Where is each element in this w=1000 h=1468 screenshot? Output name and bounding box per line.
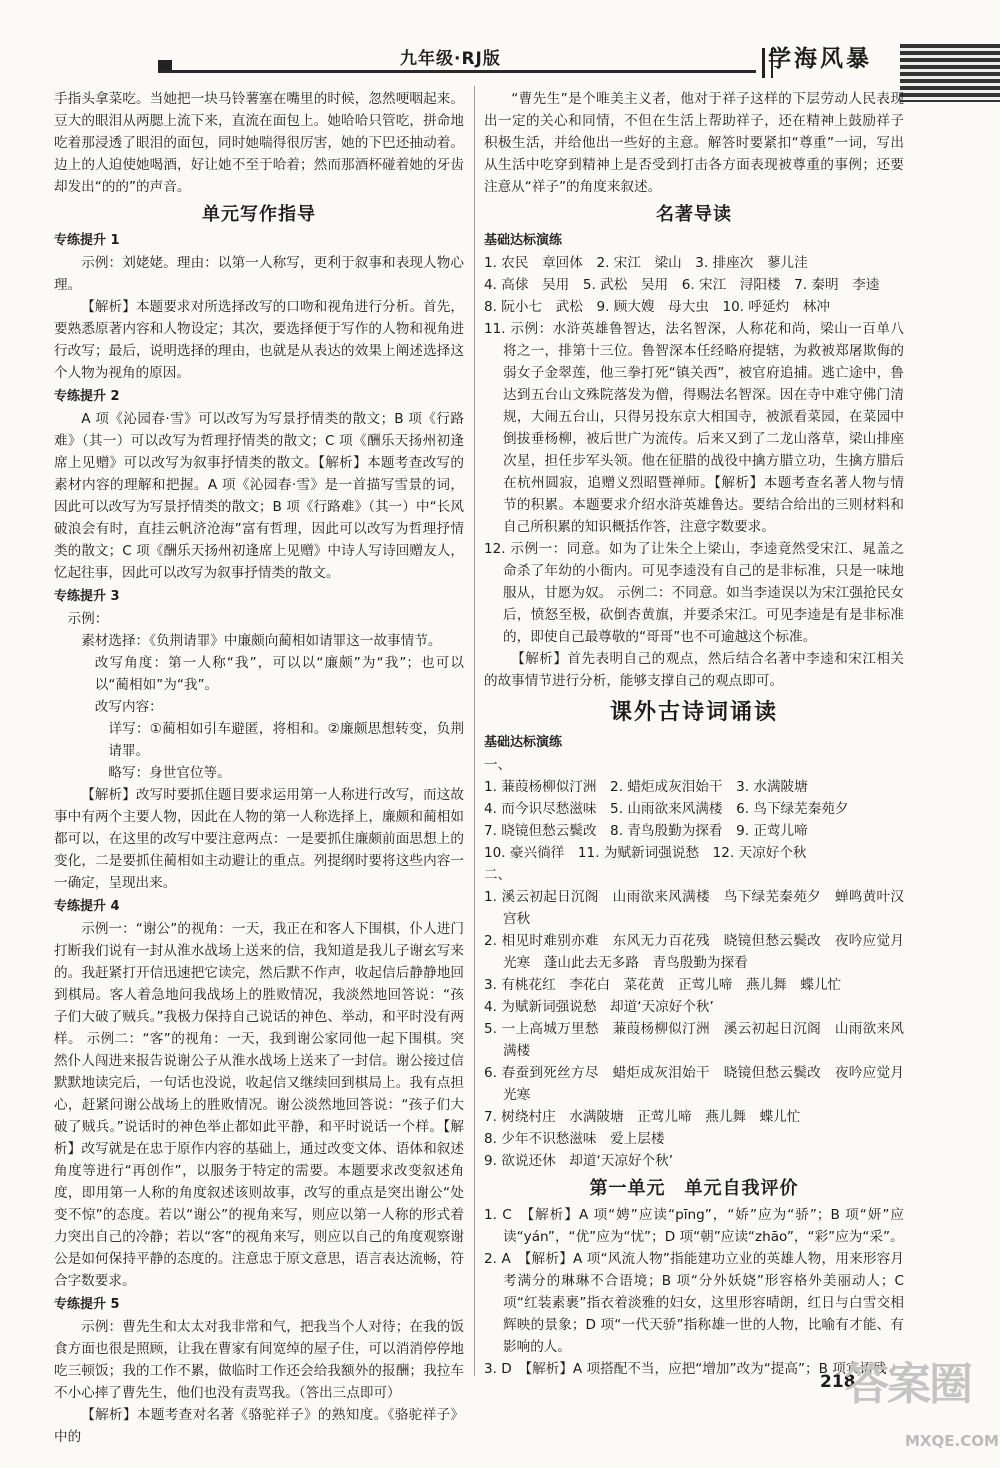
intro-paragraph: 手指头拿菜吃。当她把一块马铃薯塞在嘴里的时候，忽然哽咽起来。豆大的眼泪从两腮上流下来，直流在面包上。她哈哈只管吃，拼命地吃着那浸透了眼泪的面包，同时她喘得很厉害，她的下巴还抽动着。边上的人迫使她喝酒，好让她不至于哈着；然而那酒杯碰着她的牙齿却发出“的的”的声音。 bbox=[54, 91, 464, 195]
poetry-part-2-answer-4: 4. 为赋新词强说愁 却道‘天凉好个秋’ bbox=[484, 999, 714, 1015]
poetry-part-2-answer-6: 6. 春蚕到死丝方尽 蜡炬成灰泪始干 晓镜但愁云鬓改 夜吟应觉月光寒 bbox=[484, 1065, 904, 1103]
section-title-classics: 名著导读 bbox=[656, 204, 732, 225]
exercise-5-example: 示例：曹先生和太太对我非常和气，把我当个人对待；在我的饭食方面也很是照顾，让我在曹家有间宽绰的屋子住，可以消消停停地吃三顿饭；我的工作不累，做临时工作还会给我额外的报酬；我拉车不小心摔了曹先生，他们也没有责骂我。（答出三点即可） bbox=[54, 1319, 464, 1401]
evaluation-answer-3: 3. D 【解析】A 项搭配不当，应把“增加”改为“提高”；B 项宾语残 bbox=[484, 1361, 887, 1377]
exercise-3-angle: 改写角度：第一人称“我”，可以以“廉颇”为“我”；也可以以“蔺相如”为“我”。 bbox=[94, 655, 464, 693]
exercise-4-title: 专练提升 4 bbox=[54, 899, 120, 914]
poetry-part-2-answer-5: 5. 一上高城万里愁 蒹葭杨柳似汀洲 溪云初起日沉阁 山雨欲来风满楼 bbox=[484, 1021, 904, 1059]
poetry-part-2-answer-3: 3. 有桃花红 李花白 菜花黄 正莺儿啼 燕儿舞 蝶儿忙 bbox=[484, 977, 842, 993]
left-column bbox=[54, 88, 464, 1448]
poetry-part-2-answer-8: 8. 少年不识愁滋味 爱上层楼 bbox=[484, 1131, 665, 1147]
answer-circle-logo: 答案圈 bbox=[845, 1359, 971, 1410]
classics-answers-8-10: 8. 阮小七 武松 9. 顾大嫂 母大虫 10. 呼延灼 林冲 bbox=[484, 299, 830, 315]
poetry-part-2-answer-2: 2. 相见时难别亦难 东风无力百花残 晓镜但愁云鬓改 夜吟应觉月光寒 蓬山此去无多路 青鸟殷勤为探看 bbox=[484, 933, 904, 971]
column-divider bbox=[474, 86, 475, 1376]
exercise-1-analysis: 【解析】本题要求对所选择改写的口吻和视角进行分析。首先，要熟悉原著内容和人物设定；其次，要选择便于写作的人物和视角进行改写；最后，说明选择的理由，也就是从表达的效果上阐述选择这个人物为视角的原因。 bbox=[54, 299, 464, 381]
poetry-answers-10-12: 10. 豪兴徜徉 11. 为赋新词强说愁 12. 天凉好个秋 bbox=[484, 845, 807, 861]
exercise-2-title: 专练提升 2 bbox=[54, 389, 120, 404]
exercise-1-example: 示例：刘姥姥。理由：以第一人称写，更利于叙事和表现人物心理。 bbox=[54, 255, 464, 293]
brand-logo: 学海风暴 bbox=[768, 45, 872, 72]
exercise-3-material: 素材选择：《负荆请罪》中廉颇向蔺相如请罪这一故事情节。 bbox=[81, 633, 442, 649]
poetry-part-2-answer-1: 1. 溪云初起日沉阁 山雨欲来风满楼 鸟下绿芜秦苑夕 蝉鸣黄叶汉宫秋 bbox=[484, 889, 904, 927]
classics-answers-1-3: 1. 农民 章回体 2. 宋江 梁山 3. 排座次 蓼儿洼 bbox=[484, 255, 808, 271]
poetry-part-2-answer-7: 7. 树绕村庄 水满陂塘 正莺儿啼 燕儿舞 蝶儿忙 bbox=[484, 1109, 801, 1125]
classics-answer-12-analysis: 【解析】首先表明自己的观点，然后结合名著中李逵和宋江相关的故事情节进行分析，能够支撑自己的观点即可。 bbox=[484, 651, 904, 689]
exercise-3-brief: 略写：身世官位等。 bbox=[108, 765, 231, 781]
poetry-part-2-label: 二、 bbox=[484, 867, 512, 883]
exercise-3-title: 专练提升 3 bbox=[54, 589, 120, 604]
poetry-answers-1-3: 1. 蒹葭杨柳似汀洲 2. 蜡炬成灰泪始干 3. 水满陂塘 bbox=[484, 779, 808, 795]
exercise-3-example-label: 示例： bbox=[67, 611, 109, 627]
right-column bbox=[484, 88, 904, 1380]
exercise-3-analysis: 【解析】改写时要抓住题目要求运用第一人称进行改写，而这故事中有两个主要人物，因此在人物的第一人称选择上，廉颇和蔺相如都可以，在这里的改写中要注意两点：一是要抓住廉颇前面思想上的变化，二是要抓住蔺相如主动避让的重点。列提纲时要将这些内容一一确定，呈现出来。 bbox=[54, 787, 464, 891]
page-header bbox=[0, 0, 1000, 90]
header-stripes bbox=[900, 44, 1000, 102]
poetry-subtitle: 基础达标演练 bbox=[484, 735, 563, 750]
evaluation-answer-1: 1. C 【解析】A 项“娉”应读“pīng”，“娇”应为“骄”；B 项“妍”应读“yán”，“优”应为“忧”；D 项“朝”应读“zhāo”，“彩”应为“采”。 bbox=[484, 1207, 904, 1245]
classics-subtitle: 基础达标演练 bbox=[484, 233, 563, 248]
header-rule bbox=[158, 70, 756, 73]
poetry-answers-4-6: 4. 而今识尽愁滋味 5. 山雨欲来风满楼 6. 鸟下绿芜秦苑夕 bbox=[484, 801, 849, 817]
section-title-self-evaluation: 第一单元 单元自我评价 bbox=[589, 1178, 799, 1199]
section-title-poetry: 课外古诗词诵读 bbox=[609, 700, 778, 725]
exercise-4-answer: 示例一：“谢公”的视角：一天，我正在和客人下围棋，仆人进门打断我们说有一封从淮水战场上送来的信，我知道是我儿子谢玄写来的。我赶紧打开信迅速把它读完，然后默不作声，收起信后静静地回到棋局。客人着急地问我战场上的胜败情况，我淡然地回答说：“孩子们大破了贼兵。”我极力保持自己说话的神色、举动，和平时没有两样。 示例二：“客”的视角：一天，我到谢公家同他一起下围棋。突然仆人闯进来报告说谢公子从淮水战场上送来了一封信。谢公接过信默默地读完后，一句话也没说，收起信又继续回到棋局上。我有点担心，赶紧问谢公战场上的胜败情况。谢公淡然地回答说：“孩子们大破了贼兵。”说话时的神色举止都如此平静，和平时说话一个样。【解析】改写就是在忠于原作内容的基础上，通过改变文体、语体和叙述角度等进行“再创作”，以服务于特定的需要。本题要求改变叙述角度，即用第一人称的角度叙述该则故事，改写的重点是突出谢公“处变不惊”的态度。若以“谢公”的视角来写，则应以第一人称的形式着力突出自己的冷静；若以“客”的视角来写，则应以自己的角度观察谢公是如何保持平静的态度的。注意忠于原文意思，语言表达流畅，符合字数要求。 bbox=[54, 921, 464, 1289]
poetry-answers-7-9: 7. 晓镜但愁云鬓改 8. 青鸟殷勤为探看 9. 正莺儿啼 bbox=[484, 823, 808, 839]
page-number: 218 bbox=[820, 1372, 856, 1392]
watermark: MXQE.COM bbox=[905, 1432, 999, 1450]
exercise-1-title: 专练提升 1 bbox=[54, 233, 120, 248]
classics-answer-12: 12. 示例一：同意。如为了让朱仝上梁山，李逵竟然受宋江、晁盖之命杀了年幼的小衙内。可见李逵没有自己的是非标准，只是一味地服从，甘愿为奴。 示例二：不同意。如当李逵误以为宋江强抢民女后，愤怒至极，砍倒杏黄旗，并要杀宋江。可见李逵是有是非标准的，即使自己最尊敬的“哥哥”也不可逾越这个标准。 bbox=[484, 541, 904, 645]
exercise-3-detail: 详写：①蔺相如引车避匿，将相和。②廉颇思想转变，负荆请罪。 bbox=[108, 721, 464, 759]
exercise-5-analysis: 【解析】本题考查对名著《骆驼祥子》的熟知度。《骆驼祥子》中的 bbox=[54, 1407, 464, 1445]
poetry-part-2-answer-9: 9. 欲说还休 却道‘天凉好个秋’ bbox=[484, 1153, 674, 1169]
exercise-5-title: 专练提升 5 bbox=[54, 1297, 120, 1312]
section-title-writing: 单元写作指导 bbox=[202, 204, 316, 225]
exercise-2-answer: A 项《沁园春·雪》可以改写为写景抒情类的散文；B 项《行路难》（其一）可以改写为哲理抒情类的散文；C 项《酬乐天扬州初逢席上见赠》可以改写为叙事抒情类的散文。【解析】本题考查改写的素材内容的理解和把握。A 项《沁园春·雪》是一首描写雪景的词，因此可以改写为写景抒情类的散文；B 项《行路难》（其一）中“长风破浪会有时，直挂云帆济沧海”富有哲理，因此可以改写为哲理抒情类的散文；C 项《酬乐天扬州初逢席上见赠》中诗人写诗回赠友人，忆起往事，因此可以改写为叙事抒情类的散文。 bbox=[54, 411, 464, 581]
poetry-part-1-label: 一、 bbox=[484, 757, 512, 773]
exercise-3-content-label: 改写内容： bbox=[94, 699, 163, 715]
evaluation-answer-2: 2. A 【解析】A 项“风流人物”指能建功立业的英雄人物，用来形容月考满分的琳琳不合语境；B 项“分外妖娆”形容格外美丽动人；C 项“红装素裹”指衣着淡雅的妇女，这里形容晴朗，红日与白雪交相辉映的景象；D 项“一代天骄”指称雄一世的人物，比喻有才能、有影响的人。 bbox=[484, 1251, 904, 1355]
grade-label: 九年级·RJ版 bbox=[400, 49, 501, 69]
classics-answer-11: 11. 示例：水浒英雄鲁智达，法名智深，人称花和尚，梁山一百单八将之一，排第十三位。鲁智深本任经略府提辖，为救被郑屠欺侮的弱女子金翠莲，他三拳打死“镇关西”，被官府追捕。逃亡途中，鲁达到五台山文殊院落发为僧，得赐法名智深。因在寺中难守佛门清规，大闹五台山，只得另投东京大相国寺，被派看菜园，在菜园中倒拔垂杨柳，被后世广为流传。后来又到了二龙山落草，梁山排座次星，担任步军头领。他在征腊的战役中擒方腊立功，生擒方腊后在杭州圆寂，追赠义烈昭暨禅师。【解析】本题考查名著人物与情节的积累。本题要求介绍水浒英雄鲁达。要结合给出的三则材料和自己所积累的知识概括作答，注意字数要求。 bbox=[484, 321, 904, 535]
continued-analysis: “曹先生”是个唯美主义者，他对于祥子这样的下层劳动人民表现出一定的关心和同情，不但在生活上帮助祥子，还在精神上鼓励祥子积极生活，并给他出一些好的主意。解答时要紧扣“尊重”一词，写出从生活中吃穿到精神上是否受到打击各方面表现被尊重的事例；还要注意从“祥子”的角度来叙述。 bbox=[484, 91, 904, 195]
classics-answers-4-7: 4. 高俅 吴用 5. 武松 吴用 6. 宋江 浔阳楼 7. 秦明 李逵 bbox=[484, 277, 880, 293]
